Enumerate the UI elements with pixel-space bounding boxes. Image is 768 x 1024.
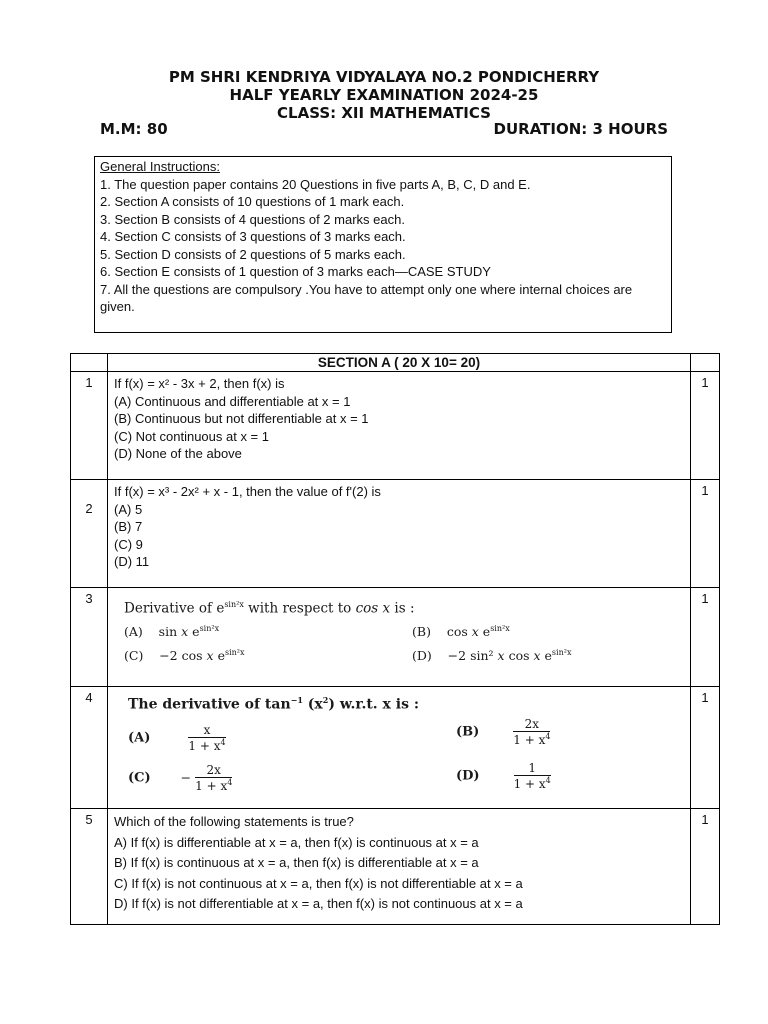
option: (A) 5	[114, 501, 143, 517]
option: (D) 11	[114, 554, 150, 569]
question-marks: 1	[691, 809, 720, 925]
instruction-item: 4. Section C consists of 3 questions of 3 marks each.	[100, 229, 406, 244]
instruction-item: 6. Section E consists of 1 question of 3 marks each—CASE STUDY	[100, 264, 491, 279]
question-row	[71, 372, 720, 480]
question-marks: 1	[691, 372, 720, 480]
option: (C) − $\frac{2x}{1 + x^4}$	[128, 763, 233, 793]
section-title: SECTION A ( 20 X 10= 20)	[108, 354, 691, 372]
option: (D) $\frac{1}{1 + x^4}$	[456, 761, 551, 791]
question-body	[108, 372, 691, 480]
duration: DURATION: 3 HOURS	[493, 120, 668, 138]
question-body	[108, 480, 691, 588]
option: (A) Continuous and differentiable at x = 1	[114, 393, 351, 409]
option: B) If f(x) is continuous at x = a, then f(x) is differentiable at x = a	[114, 855, 479, 870]
option: (C) −2 cos x $e^{sin^2x}$	[124, 648, 245, 664]
option: (C) 9	[114, 536, 143, 552]
question-row	[71, 687, 720, 809]
option: A) If f(x) is differentiable at x = a, then f(x) is continuous at x = a	[114, 834, 479, 850]
exam-name: HALF YEARLY EXAMINATION 2024-25	[229, 86, 539, 104]
instruction-item: 5. Section D consists of 2 questions of 5 marks each.	[100, 246, 406, 262]
option: D) If f(x) is not differentiable at x = a, then f(x) is not continuous at x = a	[114, 896, 523, 911]
question-number: 4	[71, 687, 108, 809]
question-stem: If f(x) = x³ - 2x² + x - 1, then the value of f'(2) is	[114, 484, 381, 499]
instruction-item: 7. All the questions are compulsory .You have to attempt only one where internal choices are given.	[100, 281, 633, 314]
question-number: 2	[71, 480, 108, 588]
option: (D) −2 sin² x cos x $e^{sin^2x}$	[412, 648, 572, 664]
question-stem: Derivative of $e^{sin^2x}$ with respect to cos x is :	[124, 600, 415, 617]
exam-header	[0, 68, 768, 122]
question-body	[108, 809, 691, 925]
question-stem: Which of the following statements is true?	[114, 814, 354, 829]
instruction-item: 1. The question paper contains 20 Questions in five parts A, B, C, D and E.	[100, 176, 531, 192]
max-marks: M.M: 80	[100, 120, 168, 138]
class-name: CLASS: XII MATHEMATICS	[277, 104, 491, 122]
option: (B) $\frac{2x}{1 + x^4}$	[456, 717, 551, 747]
school-name: PM SHRI KENDRIYA VIDYALAYA NO.2 PONDICHERRY	[168, 68, 600, 86]
question-number: 5	[71, 809, 108, 925]
question-image	[108, 687, 691, 809]
option: (B) 7	[114, 519, 143, 534]
option: (A) sin x $e^{sin^2x}$	[124, 624, 220, 640]
instruction-item: 2. Section A consists of 10 questions of 1 mark each.	[100, 194, 405, 209]
option: (B) Continuous but not differentiable at x = 1	[114, 411, 369, 426]
question-stem: If f(x) = x² - 3x + 2, then f(x) is	[114, 376, 285, 391]
questions-table	[70, 353, 720, 925]
question-marks: 1	[691, 687, 720, 809]
question-row	[71, 809, 720, 925]
question-stem: The derivative of $\tan^{-1} (x^2)$ w.r.t. x is :	[128, 695, 420, 713]
option: (C) Not continuous at x = 1	[114, 428, 269, 444]
question-number: 3	[71, 588, 108, 687]
question-marks: 1	[691, 588, 720, 687]
question-row	[71, 480, 720, 588]
option: (D) None of the above	[114, 446, 242, 461]
instructions-title: General Instructions:	[100, 159, 220, 174]
question-marks: 1	[691, 480, 720, 588]
option: C) If f(x) is not continuous at x = a, then f(x) is not differentiable at x = a	[114, 875, 523, 891]
option: (B) cos x $e^{sin^2x}$	[412, 624, 510, 640]
question-image	[108, 588, 691, 687]
question-number: 1	[71, 372, 108, 480]
instruction-item: 3. Section B consists of 4 questions of 2 marks each.	[100, 211, 405, 227]
general-instructions	[94, 156, 672, 333]
option: (A) $\frac{x}{1 + x^4}$	[128, 723, 226, 753]
question-row	[71, 588, 720, 687]
